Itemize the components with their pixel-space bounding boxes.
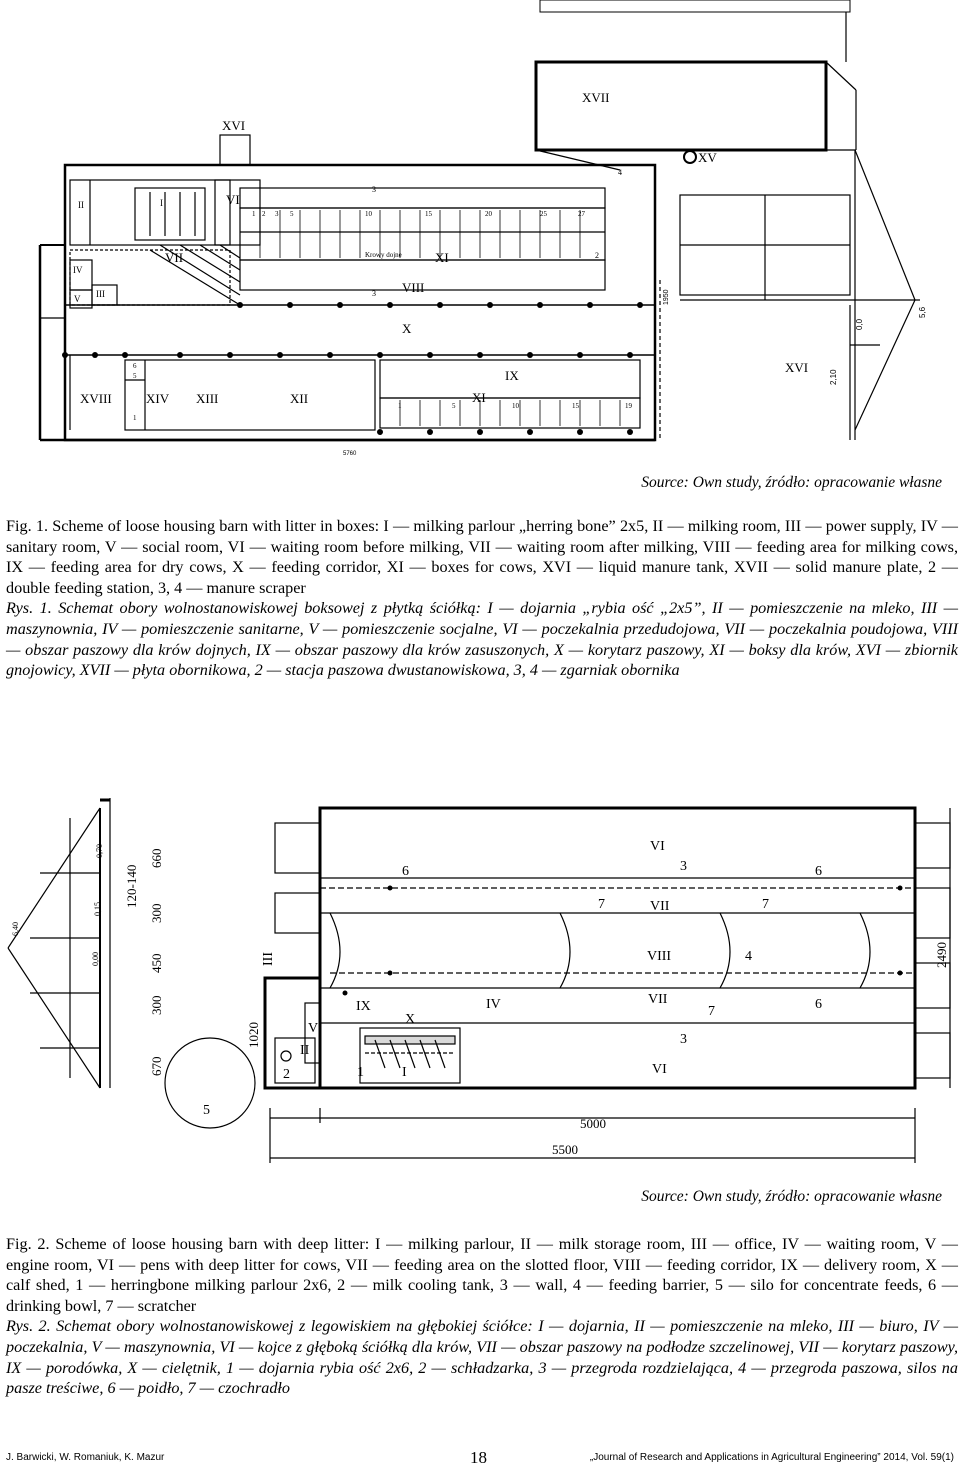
f2-label-n6-bottom: 6 — [815, 997, 822, 1012]
f2-label-n3-bottom: 3 — [680, 1032, 687, 1047]
dim-5760: 5760 — [343, 451, 357, 457]
label-xiv: XIV — [146, 391, 170, 406]
label-vi: VI — [226, 192, 240, 207]
figure-1-caption-pl: Rys. 1. Schemat obory wolnostanowiskowej boksowej z płytką ściółką: I — dojarnia „rybia ość „2x5”, II — pomieszczenie na mleko, III — maszynownia, IV — pomieszczenie sanitarne, V — pomieszczenie socjalne, VI — poczekalnia przedudojowa, VII — poczekalnia poudojowa, VIII — obszar paszowy dla krów dojnych, IX — obszar paszowy dla krów zasuszonych, X — korytarz paszowy, XI — boksy dla krów, XVI — zbiornik gnojowicy, XVII — płyta obornikowa, 2 — stacja paszowa dwustanowiskowa, 3, 4 — zgarniak obornika — [6, 599, 958, 680]
dim-5000: 5000 — [580, 1116, 606, 1131]
figure-2-caption-pl: Rys. 2. Schemat obory wolnostanowiskowej z legowiskiem na głębokiej ściółce: I — dojarnia, II — pomieszczenie na mleko, III — biuro, IV — poczekalnia, V — maszynownia, VI — kojce z głęboką ściółką dla krów, VII — obszar paszowy na podłodze szczelinowej, VII — korytarz paszowy, IX — porodówka, X — cielętnik, 1 — dojarnia rybia ość 2x6, 2 — schładzarka, 3 — przegroda rozdzielająca, 4 — przegroda paszowa, silos na pasze treściwe, 6 — poidło, 7 — czochradło — [6, 1317, 958, 1398]
label-xviii: XVIII — [80, 391, 112, 406]
dim-1020: 1020 — [246, 1022, 261, 1048]
stall-number: 2 — [262, 210, 266, 218]
figure-1 — [0, 0, 960, 465]
label-n4-top: 4 — [618, 168, 622, 177]
label-iii: III — [96, 289, 105, 299]
label-x: X — [402, 321, 412, 336]
label-xiii: XIII — [196, 391, 219, 406]
label-n6: 6 — [133, 362, 137, 370]
stall-number: 15 — [572, 402, 579, 410]
stall-number: 1 — [252, 210, 256, 218]
label-n3-top: 3 — [372, 185, 376, 194]
f2-label-ii: II — [300, 1043, 310, 1058]
stall-number: 5 — [452, 402, 456, 410]
label-xvi-top: XVI — [222, 118, 246, 133]
f2-label-vii-top: VII — [650, 899, 670, 914]
level-00: 0,0 — [855, 318, 864, 330]
f2-label-n1: 1 — [357, 1065, 364, 1080]
label-ix: IX — [505, 368, 519, 383]
f2-label-n7-right: 7 — [762, 897, 769, 912]
f2-label-iv: IV — [486, 997, 501, 1012]
label-xvi-right: XVI — [785, 360, 809, 375]
label-ii: II — [78, 200, 84, 210]
level-015: 0,15 — [93, 902, 102, 916]
f2-label-v: V — [308, 1021, 319, 1036]
level-640: 6,40 — [11, 922, 20, 936]
dim-670: 670 — [149, 1056, 164, 1076]
f2-label-ix: IX — [356, 999, 371, 1014]
label-stall: Krowy dojne — [365, 251, 402, 259]
label-xvii: XVII — [582, 90, 610, 105]
f2-label-vi-top: VI — [650, 839, 665, 854]
f2-label-n2: 2 — [283, 1067, 290, 1082]
dim-660: 660 — [149, 848, 164, 868]
f2-label-viii: VIII — [647, 949, 672, 964]
f2-label-x: X — [405, 1012, 416, 1027]
dim-1950: 1950 — [663, 289, 670, 305]
level-56: 5,6 — [918, 306, 927, 318]
label-i: I — [160, 198, 163, 208]
level-210: 2,10 — [829, 369, 838, 385]
label-vii: VII — [165, 250, 184, 265]
label-n1: 1 — [133, 414, 137, 422]
stall-numbers-top — [252, 210, 586, 218]
dim-300b: 300 — [149, 995, 164, 1015]
label-v: V — [74, 294, 81, 304]
f2-label-i: I — [402, 1065, 407, 1080]
f2-label-n6-left: 6 — [402, 864, 409, 879]
stall-number: 10 — [365, 210, 372, 218]
stall-number: 27 — [578, 210, 585, 218]
figure-2 — [0, 778, 960, 1178]
footer-authors: J. Barwicki, W. Romaniuk, K. Mazur — [6, 1452, 165, 1463]
f2-label-iii: III — [261, 952, 276, 966]
f2-label-vii-bottom: VII — [648, 992, 668, 1007]
f2-label-n4: 4 — [745, 949, 752, 964]
label-xv: XV — [698, 150, 717, 165]
label-xi-upper: XI — [435, 250, 449, 265]
stall-number: 25 — [540, 210, 547, 218]
label-xii: XII — [290, 391, 309, 406]
f2-label-n5: 5 — [203, 1103, 210, 1118]
stall-number: 20 — [485, 210, 492, 218]
f2-label-n6-right: 6 — [815, 864, 822, 879]
stall-number: 5 — [290, 210, 294, 218]
f2-label-n7-bottom: 7 — [708, 1004, 715, 1019]
label-viii: VIII — [402, 280, 425, 295]
stall-number: 1 — [398, 402, 402, 410]
stall-number: 19 — [625, 402, 632, 410]
figure-2-drawing — [0, 778, 960, 1178]
figure-1-source: Source: Own study, źródło: opracowanie własne — [641, 474, 942, 491]
level-070: 0,70 — [95, 844, 104, 858]
f2-label-n3-top: 3 — [680, 859, 687, 874]
stall-number: 10 — [512, 402, 519, 410]
footer-journal: „Journal of Research and Applications in Agricultural Engineering” 2014, Vol. 59(1) — [589, 1452, 954, 1463]
label-xi-lower: XI — [472, 390, 486, 405]
figure-2-caption — [6, 1234, 958, 1399]
dim-2490: 2490 — [934, 942, 949, 968]
figure-2-source: Source: Own study, źródło: opracowanie własne — [641, 1188, 942, 1205]
stall-numbers-bottom — [398, 402, 633, 410]
dim-450: 450 — [149, 953, 164, 973]
f2-label-n7-left: 7 — [598, 897, 605, 912]
figure-1-drawing — [0, 0, 960, 465]
f2-label-vi-bottom: VI — [652, 1062, 667, 1077]
label-iv: IV — [73, 265, 83, 275]
level-000: 0,00 — [91, 952, 100, 966]
label-n5: 5 — [133, 372, 137, 380]
label-n2-right: 2 — [595, 251, 599, 260]
figure-1-caption-en: Fig. 1. Scheme of loose housing barn with litter in boxes: I — milking parlour „herring bone” 2x5, II — milking room, III — power supply, IV — sanitary room, V — social room, VI — waiting room before milking, VII — waiting room after milking, VIII — feeding area for milking cows, IX — feeding area for dry cows, X — feeding corridor, XI — boxes for cows, XVI — liquid manure tank, XVII — solid manure plate, 2 — double feeding station, 3, 4 — manure scraper — [6, 517, 958, 597]
dim-120-140: 120-140 — [124, 864, 139, 908]
page-number: 18 — [470, 1448, 487, 1467]
figure-2-caption-en: Fig. 2. Scheme of loose housing barn with deep litter: I — milking parlour, II — milk storage room, III — office, IV — waiting room, V — engine room, VI — pens with deep litter for cows, VII — feeding area on the slotted floor, VIII — feeding corridor, IX — delivery room, X — calf shed, 1 — herringbone milking parlour 2x6, 2 — milk cooling tank, 3 — wall, 4 — feeding barrier, 5 — silo for concentrate feeds, 6 — drinking bowl, 7 — scratcher — [6, 1235, 958, 1315]
dim-300a: 300 — [149, 903, 164, 923]
figure-1-caption — [6, 516, 958, 681]
dim-5500: 5500 — [552, 1142, 578, 1157]
label-n3-mid: 3 — [372, 289, 376, 298]
stall-number: 15 — [425, 210, 432, 218]
stall-number: 3 — [275, 210, 279, 218]
